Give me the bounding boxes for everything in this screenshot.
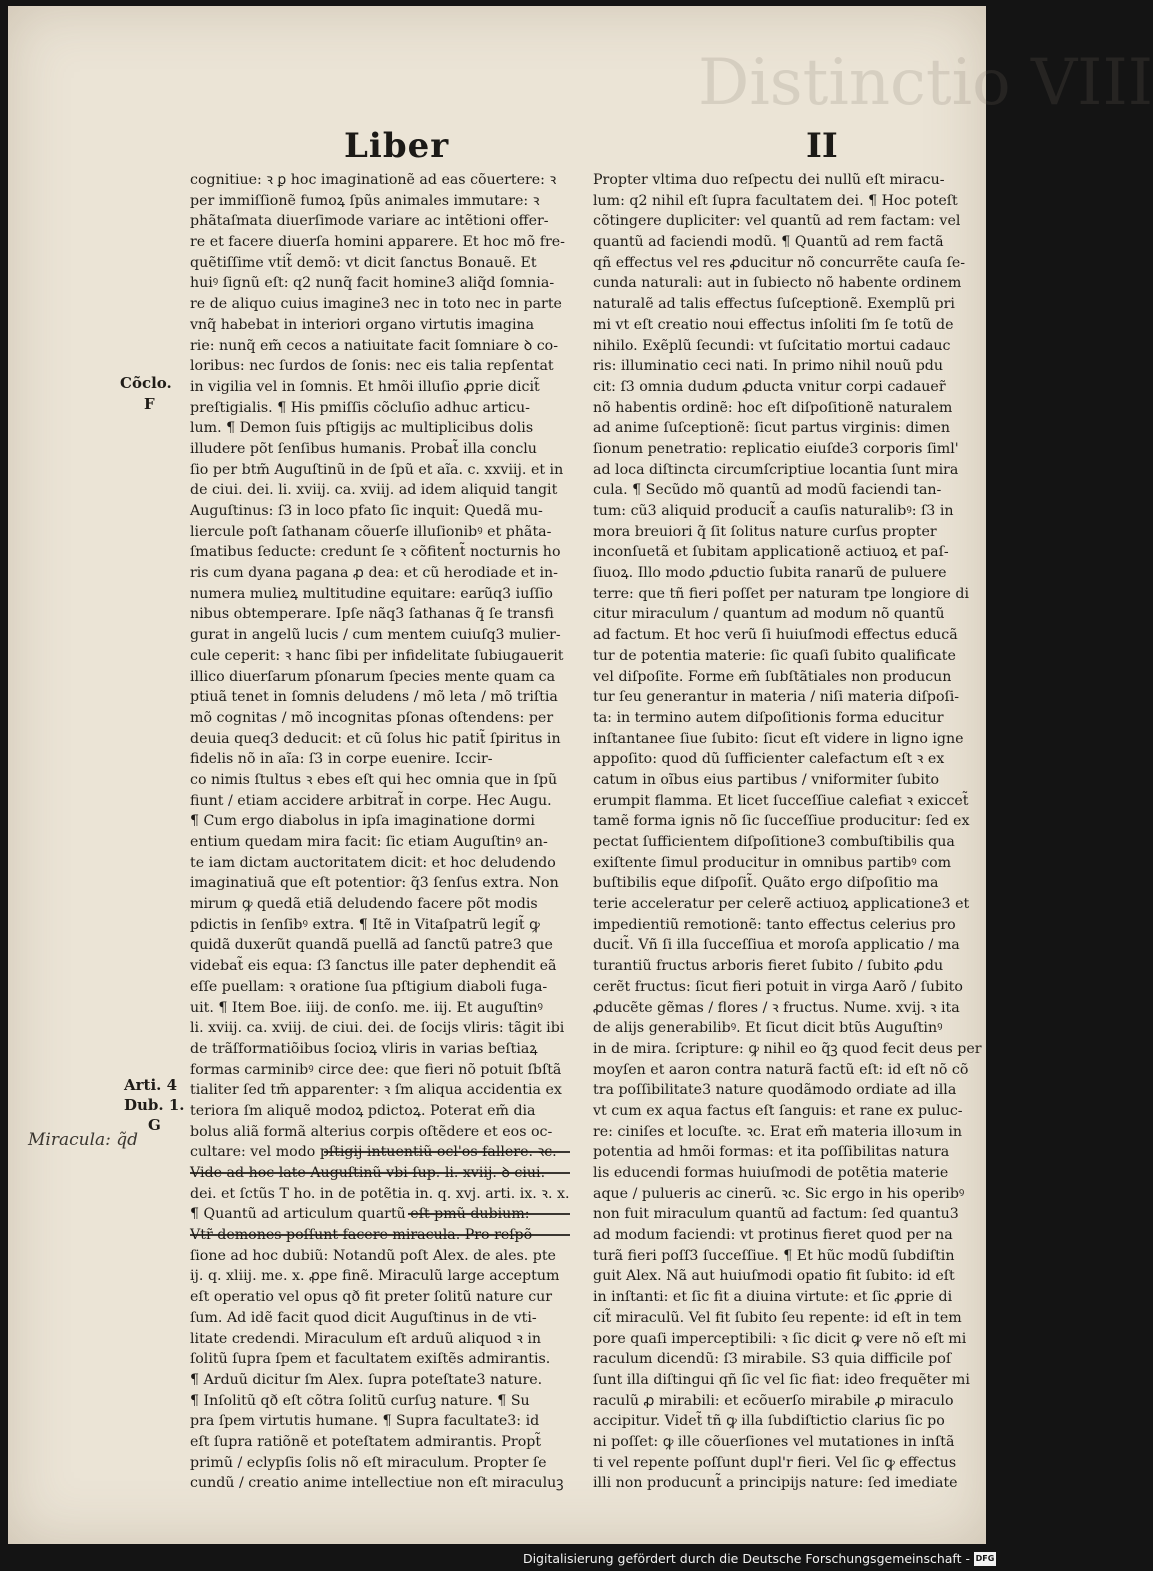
text-line: cõtingere dupliciter: vel quantũ ad rem factam: vel bbox=[593, 213, 961, 230]
text-line: primũ / eclypſis ſolis nõ eſt miraculum. Propter ſe bbox=[190, 1454, 547, 1471]
text-line: turantiũ fructus arboris fieret ſubito / ſubito ꝓdu bbox=[593, 958, 944, 975]
text-line: ad loca diſtincta circumſcriptiue locantia ſunt mira bbox=[593, 461, 959, 478]
text-column-left bbox=[190, 170, 570, 1492]
text-line: terre: que tñ fieri poſſet per naturam tpe longiore di bbox=[593, 585, 970, 602]
text-line: tur de potentia materie: ſic quaſi ſubito qualificate bbox=[593, 647, 956, 664]
text-line: cit̃ miraculũ. Vel fit ſubito ſeu repente: id eſt in tem bbox=[593, 1309, 962, 1326]
text-line: in vigilia vel in ſomnis. Et hmõi illuſio ꝓprie dicit̃ bbox=[190, 378, 540, 395]
text-line: tur ſeu generantur in materia / niſi materia diſpoſi- bbox=[593, 689, 960, 706]
text-line: raculũ ꝓ mirabili: et ecõuerſo mirabile ꝓ miraculo bbox=[593, 1392, 954, 1409]
text-line: ¶ Quantũ ad articulum quartũ eſt pmũ dubium: bbox=[190, 1206, 530, 1223]
text-line: Vide ad hoc late Auguſtinũ vbi ſup. li. xviij. ꝺ ciui. bbox=[190, 1165, 546, 1181]
text-line: ta: in termino autem diſpoſitionis forma educitur bbox=[593, 709, 944, 726]
text-line: de ciui. dei. li. xviij. ca. xviij. ad idem aliquid tangit bbox=[190, 482, 558, 499]
text-line: inconſuetã et ſubitam applicationẽ actiuoꝝ et paſ- bbox=[593, 544, 949, 561]
text-line: quẽtiſſime vtit̃ demõ: vt dicit ſanctus Bonauẽ. Et bbox=[190, 254, 537, 271]
margin-note-dubium: Dub. 1. bbox=[124, 1096, 185, 1114]
text-line: vel diſpoſite. Forme em̃ ſubſtãtiales non producun bbox=[593, 668, 952, 685]
text-line: tum: cũ3 aliquid producit̃ a cauſis naturalibꝰ: ſ3 in bbox=[593, 503, 954, 519]
text-line: ſolitũ ſupra ſpem et facultatem exiſtẽs admirantis. bbox=[190, 1351, 551, 1368]
text-line: cultare: vel modo pſtigij intuentiũ ocl'os fallere. ꝛc. bbox=[190, 1144, 557, 1161]
text-line: erumpit flamma. Et licet ſucceſſiue calefiat ꝛ exiccet̃ bbox=[593, 792, 969, 809]
text-line: ad factum. Et hoc verũ ſi huiuſmodi effectus educã bbox=[593, 627, 958, 644]
text-line: deuia queq3 deducit: et cũ ſolus hic patit̃ ſpiritus in bbox=[190, 730, 561, 747]
text-line: pra ſpem virtutis humane. ¶ Supra facultate3: id bbox=[190, 1413, 540, 1430]
text-line: eſt ſupra ratiõnẽ et poteſtatem admirantis. Propt̃ bbox=[190, 1433, 542, 1450]
text-line: guit Alex. Nã aut huiuſmodi opatio fit ſubito: id eſt bbox=[593, 1268, 955, 1285]
text-line: re: ciniſes et locuſte. ꝛc. Erat em̃ materia illoꝛum in bbox=[593, 1123, 963, 1140]
text-line: cunda naturali: aut in ſubiecto nõ habente ordinem bbox=[593, 275, 962, 292]
margin-note-letter-g: G bbox=[148, 1116, 161, 1134]
margin-note-letter-f: F bbox=[144, 395, 155, 413]
text-line: ſmatibus ſeducte: credunt ſe ꝛ cõfitent̃ nocturnis ho bbox=[190, 544, 561, 561]
text-line: mirum ꝙ quedã etiã deludendo facere põt modis bbox=[190, 896, 538, 913]
text-line: potentia ad hmõi formas: et ita poſſibilitas natura bbox=[593, 1144, 950, 1161]
text-line: ſum. Ad idẽ facit quod dicit Auguſtinus in de vti- bbox=[190, 1309, 537, 1326]
text-line: impedientiũ remotionẽ: tanto effectus celerius pro bbox=[593, 916, 956, 933]
text-line: per immiſſionẽ fumoꝝ ſpũs animales immutare: ꝛ bbox=[190, 192, 540, 209]
handwritten-annotation: Miracula: q̃d bbox=[28, 1130, 139, 1150]
text-line: citur miraculum / quantum ad modum nõ quantũ bbox=[593, 606, 945, 623]
text-line: moyſen et aaron contra naturã factũ eſt: id eſt nõ cõ bbox=[593, 1061, 969, 1078]
text-line: appoſito: quod dũ ſufficienter calefactum eſt ꝛ ex bbox=[593, 751, 945, 768]
text-line: Auguſtinus: ſ3 in loco pfato ſic inquit: Quedã mu- bbox=[190, 503, 543, 519]
text-line: eſſe puellam: ꝛ oratione ſua pſtigium diaboli fuga- bbox=[190, 978, 548, 995]
text-line: ſio per btm̃ Auguſtinũ in de ſpũ et aĩa. c. xxviij. et in bbox=[190, 461, 564, 478]
text-line: nihilo. Exẽplũ ſecundi: vt ſuſcitatio mortui cadauc bbox=[593, 337, 951, 354]
text-line: rie: nunq̃ em̃ cecos a natiuitate facit ſomniare ꝺ co- bbox=[190, 337, 558, 354]
text-line: ptiuã tenet in ſomnis deludens / mõ leta / mõ triſtia bbox=[190, 689, 558, 706]
text-line: qñ effectus vel res ꝓducitur nõ concurrẽte cauſa ſe- bbox=[593, 254, 966, 271]
text-line: lum: q2 nihil eſt ſupra facultatem dei. ¶ Hoc poteſt bbox=[593, 192, 958, 209]
text-line: exiſtente ſimul producitur in omnibus partibꝰ com bbox=[593, 854, 952, 871]
text-line: co nimis ſtultus ꝛ ebes eſt qui hec omnia que in ſpũ bbox=[190, 771, 558, 788]
text-line: inſtantanee ſiue ſubito: ſicut eſt videre in ligno igne bbox=[593, 730, 964, 747]
text-line: terie acceleratur per celerẽ actiuoꝝ applicatione3 et bbox=[593, 896, 970, 913]
text-line: vt cum ex aqua factus eſt ſanguis: et rane ex puluc- bbox=[593, 1102, 963, 1119]
text-line: Propter vltima duo reſpectu dei nullũ eſt miracu- bbox=[593, 172, 945, 188]
text-line: accipitur. Videt̃ tñ ꝙ illa ſubdiſtictio clarius ſic po bbox=[593, 1413, 945, 1430]
text-line: in de mira. ſcripture: ꝙ nihil eo q̃ꝫ quod fecit deus per bbox=[593, 1040, 982, 1057]
text-line: uit. ¶ Item Boe. iiij. de conſo. me. iij. Et auguſtinꝰ bbox=[190, 999, 543, 1016]
text-line: ſiuoꝝ. Illo modo ꝓductio ſubita ranarũ de puluere bbox=[593, 565, 947, 582]
text-line: tra poſſibilitate3 nature quodãmodo ordiate ad illa bbox=[593, 1082, 957, 1099]
text-line: nõ habentis ordinẽ: hoc eſt diſpoſitionẽ naturalem bbox=[593, 399, 953, 416]
text-line: formas carminibꝰ circe dee: que fieri nõ potuit ſbſtã bbox=[190, 1061, 562, 1078]
text-line: mi vt eſt creatio noui effectus inſoliti ſm ſe totũ de bbox=[593, 316, 954, 333]
text-line: mõ cognitas / mõ incognitas pſonas oſtendens: per bbox=[190, 709, 554, 726]
text-line: cula. ¶ Secũdo mõ quantũ ad modũ faciendi tan- bbox=[593, 482, 942, 499]
text-line: ¶ Inſolitũ qð eſt cõtra ſolitũ curſuꝫ nature. ¶ Su bbox=[190, 1392, 530, 1409]
margin-note-conclusio: Cõclo. bbox=[120, 374, 172, 392]
running-head-left: Liber bbox=[344, 126, 450, 166]
text-line: tamẽ forma ignis nõ ſic ſucceſſiue producitur: ſed ex bbox=[593, 813, 970, 830]
text-line: imaginatiuã que eſt potentior: q̃3 ſenſus extra. Non bbox=[190, 875, 559, 892]
text-line: cognitiue: ꝛ ꝑ hoc imaginationẽ ad eas cõuertere: ꝛ bbox=[190, 172, 557, 188]
text-line: tialiter ſed tm̃ apparenter: ꝛ ſm aliqua accidentia ex bbox=[190, 1082, 562, 1099]
text-line: videbat̃ eis equa: ſ3 ſanctus ille pater dephendit eã bbox=[190, 958, 557, 975]
text-line: liercule poſt ſathanam cõuerſe illuſionibꝰ et phãta- bbox=[190, 523, 552, 540]
text-line: eſt operatio vel opus qð fit preter ſolitũ nature cur bbox=[190, 1289, 553, 1306]
text-line: cule ceperit: ꝛ hanc ſibi per infidelitate ſubiugauerit bbox=[190, 647, 564, 664]
running-head-right: II bbox=[806, 126, 838, 166]
text-line: re et facere diuerſa homini apparere. Et hoc mõ fre- bbox=[190, 234, 565, 251]
text-line: lis educendi formas huiuſmodi de potẽtia materie bbox=[593, 1165, 949, 1181]
text-line: ꝓducẽte gẽmas / flores / ꝛ fructus. Nume. xvij. ꝛ ita bbox=[593, 999, 960, 1016]
book-page bbox=[8, 6, 1153, 1544]
text-line: fidelis nõ in aĩa: ſ3 in corpe euenire. Iccir- bbox=[190, 751, 493, 768]
text-line: buſtibilis eque diſpoſit̃. Quãto ergo diſpoſitio ma bbox=[593, 875, 939, 892]
text-line: ris: illuminatio ceci nati. In primo nihil nouũ pdu bbox=[593, 358, 944, 375]
text-line: vnq̃ habebat in interiori organo virtutis imagina bbox=[190, 316, 535, 333]
text-line: loribus: nec ſurdos de ſonis: nec eis talia repſentat bbox=[190, 358, 554, 375]
text-line: de alijs generabilibꝰ. Et ſicut dicit btũs Auguſtinꝰ bbox=[593, 1020, 943, 1037]
text-line: li. xviij. ca. xviij. de ciui. dei. de ſocijs vliris: tãgit ibi bbox=[190, 1020, 565, 1037]
text-line: bolus aliã formã alterius corpis oſtẽdere et eos oc- bbox=[190, 1123, 553, 1140]
footer-credit-text: Digitalisierung gefördert durch die Deutsche Forschungsgemeinschaft - bbox=[522, 1551, 970, 1566]
text-line: cundũ / creatio anime intellectiue non eſt miraculuꝫ bbox=[190, 1475, 564, 1492]
text-line: ¶ Cum ergo diabolus in ipſa imaginatione dormi bbox=[190, 813, 535, 830]
text-line: cerẽt fructus: ſicut fieri potuit in virga Aarõ / ſubito bbox=[593, 978, 963, 995]
text-line: cit: ſ3 omnia dudum ꝓducta vnitur corpi cadauer̃ bbox=[593, 378, 946, 395]
text-line: non fuit miraculum quantũ ad factum: ſed quantu3 bbox=[593, 1206, 959, 1223]
text-line: preſtigialis. ¶ His pmiſſis cõcluſio adhuc articu- bbox=[190, 399, 530, 416]
text-line: re de aliquo cuius imagine3 nec in toto nec in parte bbox=[190, 296, 562, 313]
text-line: pectat ſufficientem diſpoſitione3 combuſtibilis qua bbox=[593, 834, 955, 850]
text-line: catum in oĩbus eius partibus / vniformiter ſubito bbox=[593, 771, 940, 788]
text-line: teriora ſm aliquẽ modoꝝ pdictoꝝ. Poterat em̃ dia bbox=[190, 1102, 536, 1119]
text-column-right bbox=[593, 170, 982, 1492]
text-line: ij. q. xliij. me. x. ꝓpe finẽ. Miraculũ large acceptum bbox=[190, 1268, 560, 1285]
text-line: fiunt / etiam accidere arbitrat̃ in corpe. Hec Augu. bbox=[190, 792, 552, 809]
text-line: ad modum faciendi: vt protinus fieret quod per na bbox=[593, 1227, 953, 1244]
text-line: lum. ¶ Demon ſuis pſtigijs ac multiplicibus dolis bbox=[190, 420, 534, 437]
text-line: ad anime ſuſceptionẽ: ſicut partus virginis: dimen bbox=[593, 420, 951, 437]
text-line: ſunt illa diſtingui qñ ſic vel ſic fiat: ideo frequẽter mi bbox=[593, 1371, 970, 1388]
text-line: pdictis in ſenſibꝰ extra. ¶ Itẽ in Vitaſpatrũ legit̃ ꝙ bbox=[190, 916, 540, 933]
text-line: ni poſſet: ꝙ ille cõuerſiones vel mutationes in inſtã bbox=[593, 1433, 955, 1450]
text-line: de trãſformatiõibus ſocioꝝ vliris in varias beſtiaꝝ bbox=[190, 1040, 538, 1057]
text-line: illudere põt ſenſibus humanis. Probat̃ illa conclu bbox=[190, 440, 537, 457]
text-line: aque / pulueris ac cinerũ. ꝛc. Sic ergo in his operibꝰ bbox=[593, 1185, 965, 1202]
dfg-logo-icon: DFG bbox=[974, 1552, 996, 1566]
text-line: in inſtanti: et ſic fit a diuina virtute: et ſic ꝓprie di bbox=[593, 1289, 953, 1306]
text-line: turã fieri poſſ3 ſucceſſiue. ¶ Et hũc modũ ſubdiſtin bbox=[593, 1247, 955, 1264]
text-line: raculum dicendũ: ſ3 mirabile. S3 quia difficile poſ bbox=[593, 1351, 952, 1368]
text-line: ducit̃. Vñ ſi illa ſucceſſiua et moroſa applicatio / ma bbox=[593, 937, 960, 954]
text-line: litate credendi. Miraculum eſt arduũ aliquod ꝛ in bbox=[190, 1330, 542, 1347]
text-line: phãtaſmata diuerſimode variare ac intẽtioni offer- bbox=[190, 213, 549, 230]
text-line: illi non producunt̃ a principijs nature: ſed imediate bbox=[593, 1475, 958, 1492]
text-line: ſionum penetratio: replicatio eiuſde3 corporis ſiml' bbox=[593, 440, 959, 457]
text-line: dei. et ſctũs T ho. in de potẽtia in. q. xvj. arti. ix. ꝛ. x. bbox=[190, 1185, 570, 1202]
margin-note-articulus: Arti. 4 bbox=[124, 1076, 178, 1094]
text-line: ſione ad hoc dubiũ: Notandũ poſt Alex. de ales. pte bbox=[190, 1247, 556, 1264]
digitization-footer bbox=[0, 1548, 1000, 1571]
bleed-through-text: Distinctio VIII bbox=[698, 46, 1153, 120]
text-line: Vtr̃ demones poſſunt facere miracula. Pro reſpõ bbox=[190, 1227, 533, 1244]
text-line: illico diuerſarum pſonarum ſpecies mente quam ca bbox=[190, 668, 556, 685]
text-line: pore quaſi imperceptibili: ꝛ ſic dicit ꝙ vere nõ eſt mi bbox=[593, 1330, 967, 1347]
text-line: mora breuiori q̃ ſit ſolitus nature curſus propter bbox=[593, 523, 937, 540]
text-line: naturalẽ ad talis effectus ſuſceptionẽ. Exemplũ pri bbox=[593, 296, 955, 313]
text-line: ris cum dyana pagana ꝓ dea: et cũ herodiade et in- bbox=[190, 565, 558, 582]
text-line: ¶ Arduũ dicitur ſm Alex. ſupra poteſtate3 nature. bbox=[190, 1371, 543, 1388]
text-line: quantũ ad faciendi modũ. ¶ Quantũ ad rem factã bbox=[593, 234, 944, 251]
text-line: gurat in angelũ lucis / cum mentem cuiuſq3 mulier- bbox=[190, 627, 561, 644]
text-line: ti vel repente poſſunt dupl'r fieri. Vel ſic ꝙ effectus bbox=[593, 1454, 957, 1471]
text-line: quidã duxerũt quandã puellã ad ſanctũ patre3 que bbox=[190, 937, 553, 954]
text-line: nibus obtemperare. Ipſe nãq3 ſathanas q̃ ſe transfi bbox=[190, 606, 554, 623]
text-line: numera mulieꝝ multitudine equitare: earũq3 iuſſio bbox=[190, 585, 553, 602]
text-line: te iam dictam auctoritatem dicit: et hoc deludendo bbox=[190, 854, 556, 871]
text-line: huiꝰ ſignũ eſt: q2 nunq̃ facit homine3 aliq̃d ſomnia- bbox=[190, 275, 555, 292]
text-line: entium quedam mira facit: ſic etiam Auguſtinꝰ an- bbox=[190, 834, 548, 850]
